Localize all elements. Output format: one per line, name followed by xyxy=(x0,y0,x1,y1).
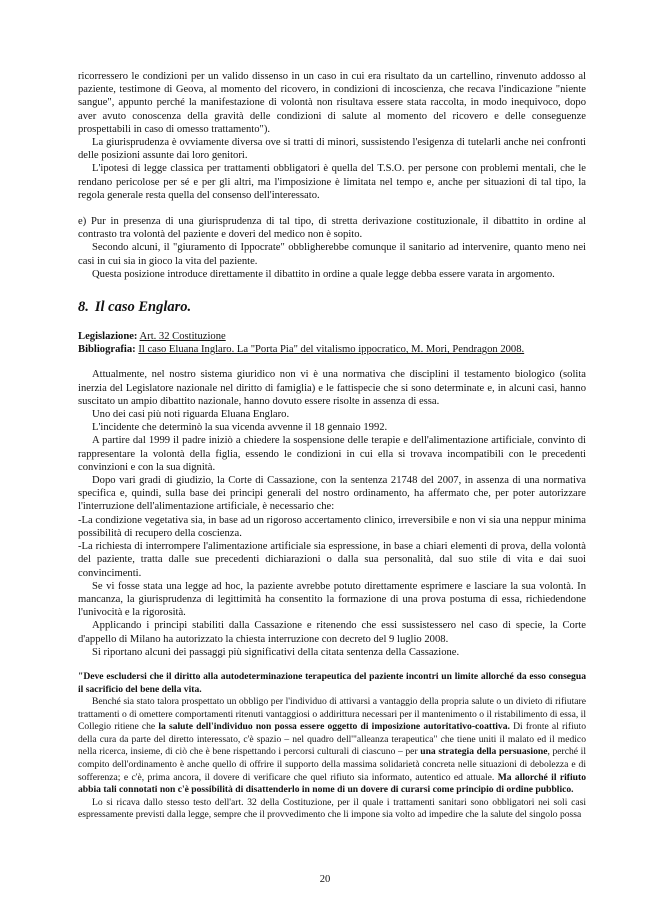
paragraph: Applicando i principi stabiliti dalla Cassazione e ritenendo che essi sussistessero nel caso di specie, la Corte d'appello di Milano ha autorizzato la chiesta interruzione con decreto del 9 luglio 2008. xyxy=(78,620,586,645)
bullet-item: -La condizione vegetativa sia, in base ad un rigoroso accertamento clinico, irreversibile e non vi sia una neppur minima possibilità di recupero della coscienza. xyxy=(78,514,586,539)
document-page xyxy=(78,70,586,822)
paragraph: L'incidente che determinò la sua vicenda avvenne il 18 gennaio 1992. xyxy=(92,422,388,434)
cassazione-quote xyxy=(78,671,586,822)
bibliografia-label: Bibliografia: xyxy=(78,344,136,356)
bibliografia-value: Il caso Eluana Inglaro. La "Porta Pia" del vitalismo ippocratico, M. Mori, Pendragon 2008. xyxy=(138,344,525,356)
quote-paragraph: Benché sia stato talora prospettato un obbligo per l'individuo di attivarsi a vantaggio della propria salute o un divieto di rifiutare trattamenti o di omettere comportamenti ritenuti vantaggiosi o addirittura necessari per il mantenimento o il ristabilimento di essa, il Collegio ritiene che la salute dell'individuo non possa essere oggetto di imposizione autoritativo-coattiva. Di fronte al rifiuto della cura da parte del diretto interessato, c'è spazio – nel quadro dell'"alleanza terapeutica" che tiene uniti il malato ed il medico nella ricerca, insieme, di ciò che è bene rispettando i percorsi culturali di ciascuno – per una strategia della persuasione, perché il compito dell'ordinamento è anche quello di offrire il supporto della massima solidarietà concreta nelle situazioni di debolezza e di sofferenza; e c'è, prima ancora, il dovere di verificare che quel rifiuto sia informato, autentico ed attuale. Ma allorché il rifiuto abbia tali connotati non c'è possibilità di disattenderlo in nome di un dovere di curarsi come principio di ordine pubblico. xyxy=(78,696,586,796)
dash-bullet-icon: - xyxy=(78,541,82,553)
dash-bullet-icon: - xyxy=(78,514,82,526)
paragraph: ricorressero le condizioni per un valido dissenso in un caso in cui era risultato da un cartellino, rinvenuto addosso al paziente, testimone di Geova, al momento del ricovero, in condizioni di incoscienza, che recava l'indicazione "niente sangue", appunto perché la manifestazione di volontà non risultava essere stata raccolta, in modo inequivoco, dopo aver avuto conoscenza della gravità delle condizioni di salute al momento del ricovero e delle conseguenze prospettabili in caso di omesso trattamento"). xyxy=(78,71,586,135)
paragraph: Attualmente, nel nostro sistema giuridico non vi è una normativa che disciplini il testamento biologico (solita inerzia del Legislatore nazionale nel diritto di famiglia) e le fattispecie che si sono determinate e, in alcuni casi, hanno suscitato un ampio dibattito nazionale, hanno dovuto essere risolte in assenza di essa. xyxy=(78,369,586,407)
paragraph: Si riportano alcuni dei passaggi più significativi della citata sentenza della Cassazione. xyxy=(92,646,460,658)
page-number: 20 xyxy=(319,874,331,885)
quote-title: "Deve escludersi che il diritto alla autodeterminazione terapeutica del paziente incontri un limite allorché da esso consegua il sacrificio del bene della vita. xyxy=(78,670,586,695)
bullet-item: -La richiesta di interrompere l'alimentazione artificiale sia espressione, in base a chiari elementi di prova, della volontà del paziente, tratta dalle sue precedenti dichiarazioni o dalla sua personalità, dal suo stile di vita e dai suoi convincimenti. xyxy=(78,541,586,579)
section-meta xyxy=(78,330,586,356)
section-title: Il caso Englaro. xyxy=(94,299,192,316)
paragraph: Secondo alcuni, il "giuramento di Ippocrate" obbligherebbe comunque il sanitario ad intervenire, quanto meno nei casi in cui sia in gioco la vita del paziente. xyxy=(78,242,586,267)
section-heading xyxy=(78,299,586,316)
paragraph: Questa posizione introduce direttamente il dibattito in ordine a quale legge debba essere varata in argomento. xyxy=(92,268,555,280)
paragraph: La giurisprudenza è ovviamente diversa ove si tratti di minori, sussistendo l'esigenza di tutelarli anche nei confronti delle posizioni assunte dai loro genitori. xyxy=(78,137,586,162)
paragraph: Uno dei casi più noti riguarda Eluana Englaro. xyxy=(92,409,290,421)
paragraph: e) Pur in presenza di una giurisprudenza di tal tipo, di stretta derivazione costituzionale, il dibattito in ordine al contrasto tra volontà del paziente e doveri del medico non è sopito. xyxy=(78,216,586,241)
legislazione-label: Legislazione: xyxy=(78,331,138,343)
legislazione-value: Art. 32 Costituzione xyxy=(139,331,226,343)
paragraph: L'ipotesi di legge classica per trattamenti obbligatori è quella del T.S.O. per persone con problemi mentali, che le rendano pericolose per sé e per gli altri, ma l'imposizione è limitata nel tempo e, anche per situazioni di tal tipo, la regola generale resta quella del consenso dell'interessato. xyxy=(78,163,586,201)
paragraph: Se vi fosse stata una legge ad hoc, la paziente avrebbe potuto direttamente esprimere e lasciare la sua volontà. In mancanza, la giurisprudenza di legittimità ha consentito la formazione di una prova postuma di essa, richiedendone l'univocità e la rigorosità. xyxy=(78,580,586,619)
paragraph: A partire dal 1999 il padre iniziò a chiedere la sospensione delle terapie e dell'alimentazione artificiale, convinto di rappresentare la volontà della figlia, essendo le condizioni in cui ella si trovava incompatibili con le precedenti convinzioni e con la sua dignità. xyxy=(78,435,586,473)
paragraph: Dopo vari gradi di giudizio, la Corte di Cassazione, con la sentenza 21748 del 2007, in assenza di una normativa specifica e, quindi, sulla base dei principi generali del nostro ordinamento, ha affermato che, per poter autorizzare l'interruzione dell'alimentazione artificiale, è necessario che: xyxy=(78,475,586,513)
quote-paragraph: Lo si ricava dallo stesso testo dell'art. 32 della Costituzione, per il quale i trattamenti sanitari sono obbligatori nei soli casi espressamente previsti dalla legge, sempre che il provvedimento che li impone sia volto ad impedire che la salute del singolo possa xyxy=(78,796,586,821)
section-number: 8. xyxy=(78,299,89,316)
